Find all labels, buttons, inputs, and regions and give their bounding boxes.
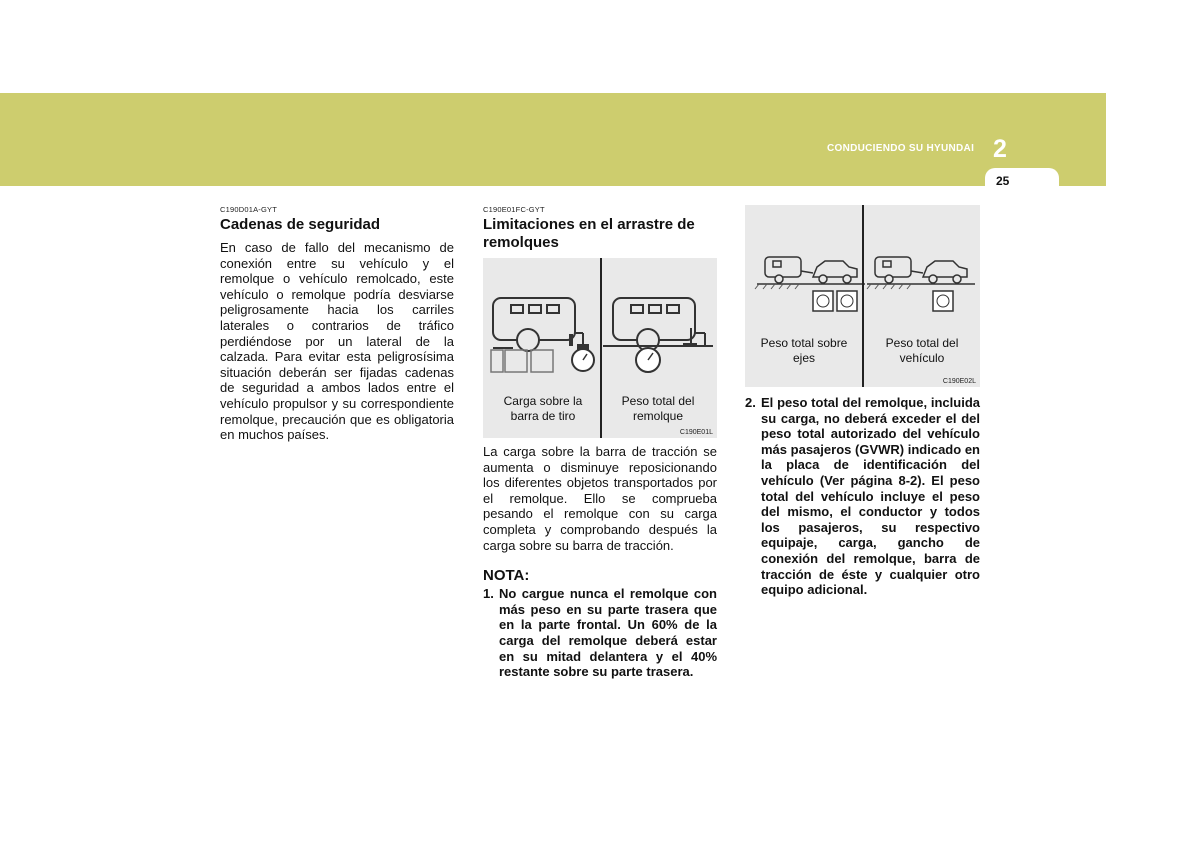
list-item-number: 2. [745, 395, 756, 410]
column-safety-chains [220, 205, 454, 443]
header-band [0, 93, 1106, 186]
gross-weight-figure [745, 205, 980, 387]
tongue-load-figure [483, 258, 717, 438]
section-body: La carga sobre la barra de tracción se aumenta o disminuye reposicionando los diferentes objetos transportados por el remolque. Ello se comprueba pesando el remolque con su carga completa y comprobando después la carga sobre su barra de tracción. [483, 444, 717, 553]
section-code: C190E01FC-GYT [483, 205, 545, 214]
column-gross-weight [745, 205, 980, 598]
figure-caption-right: Peso total del vehículo [885, 336, 959, 365]
section-body: En caso de fallo del mecanismo de conexión entre su vehículo y el remolque o vehículo remolcado, este vehículo o remolque podría desviarse peligrosamente hacia los carriles laterales o contrarios de tráfico perdiéndose por un lateral de la calzada. Para evitar esta peligrosísima situación deberán ser fijadas cadenas de seguridad a ambos lados entre el vehículo propulsor y su correspondiente remolque, precaución que es obligatoria en muchos países. [220, 240, 454, 443]
page-number: 25 [996, 174, 1010, 188]
nota-label: NOTA: [483, 567, 530, 585]
figure-caption-right: Peso total del remolque [621, 394, 695, 423]
figure-divider [600, 258, 602, 438]
column-towing-limits [483, 205, 717, 680]
section-title: CONDUCIENDO SU HYUNDAI [827, 143, 975, 154]
section-number: 2 [993, 135, 1007, 163]
list-item-text: No cargue nunca el remolque con más peso en su parte trasera que en la parte frontal. Un 60% de la carga del remolque deberá estar en su mitad delantera y el 40% restante sobre su parte trasera. [499, 586, 717, 680]
list-item [745, 395, 980, 598]
figure-caption-left: Carga sobre la barra de tiro [503, 394, 583, 423]
figure-code: C190E02L [942, 378, 976, 385]
figure-code: C190E01L [679, 429, 713, 436]
section-heading: Limitaciones en el arrastre de remolques [483, 216, 695, 251]
list-item-number: 1. [483, 586, 494, 602]
list-item-text: El peso total del remolque, incluida su carga, no deberá exceder el del peso total autorizado del vehículo más pasajeros (GVWR) indicado en la placa de identificación del vehículo (Ver página 8-2). El peso total del vehículo incluye el peso del mismo, el conductor y todos los pasajeros, su respectivo equipaje, carga, gancho de conexión del remolque, barra de tracción de éste y cualquier otro equipo adicional. [761, 395, 980, 598]
section-code: C190D01A-GYT [220, 205, 278, 214]
list-item [483, 586, 717, 680]
figure-divider [862, 205, 864, 387]
figure-caption-left: Peso total sobre ejes [760, 336, 848, 365]
section-heading: Cadenas de seguridad [220, 216, 381, 233]
